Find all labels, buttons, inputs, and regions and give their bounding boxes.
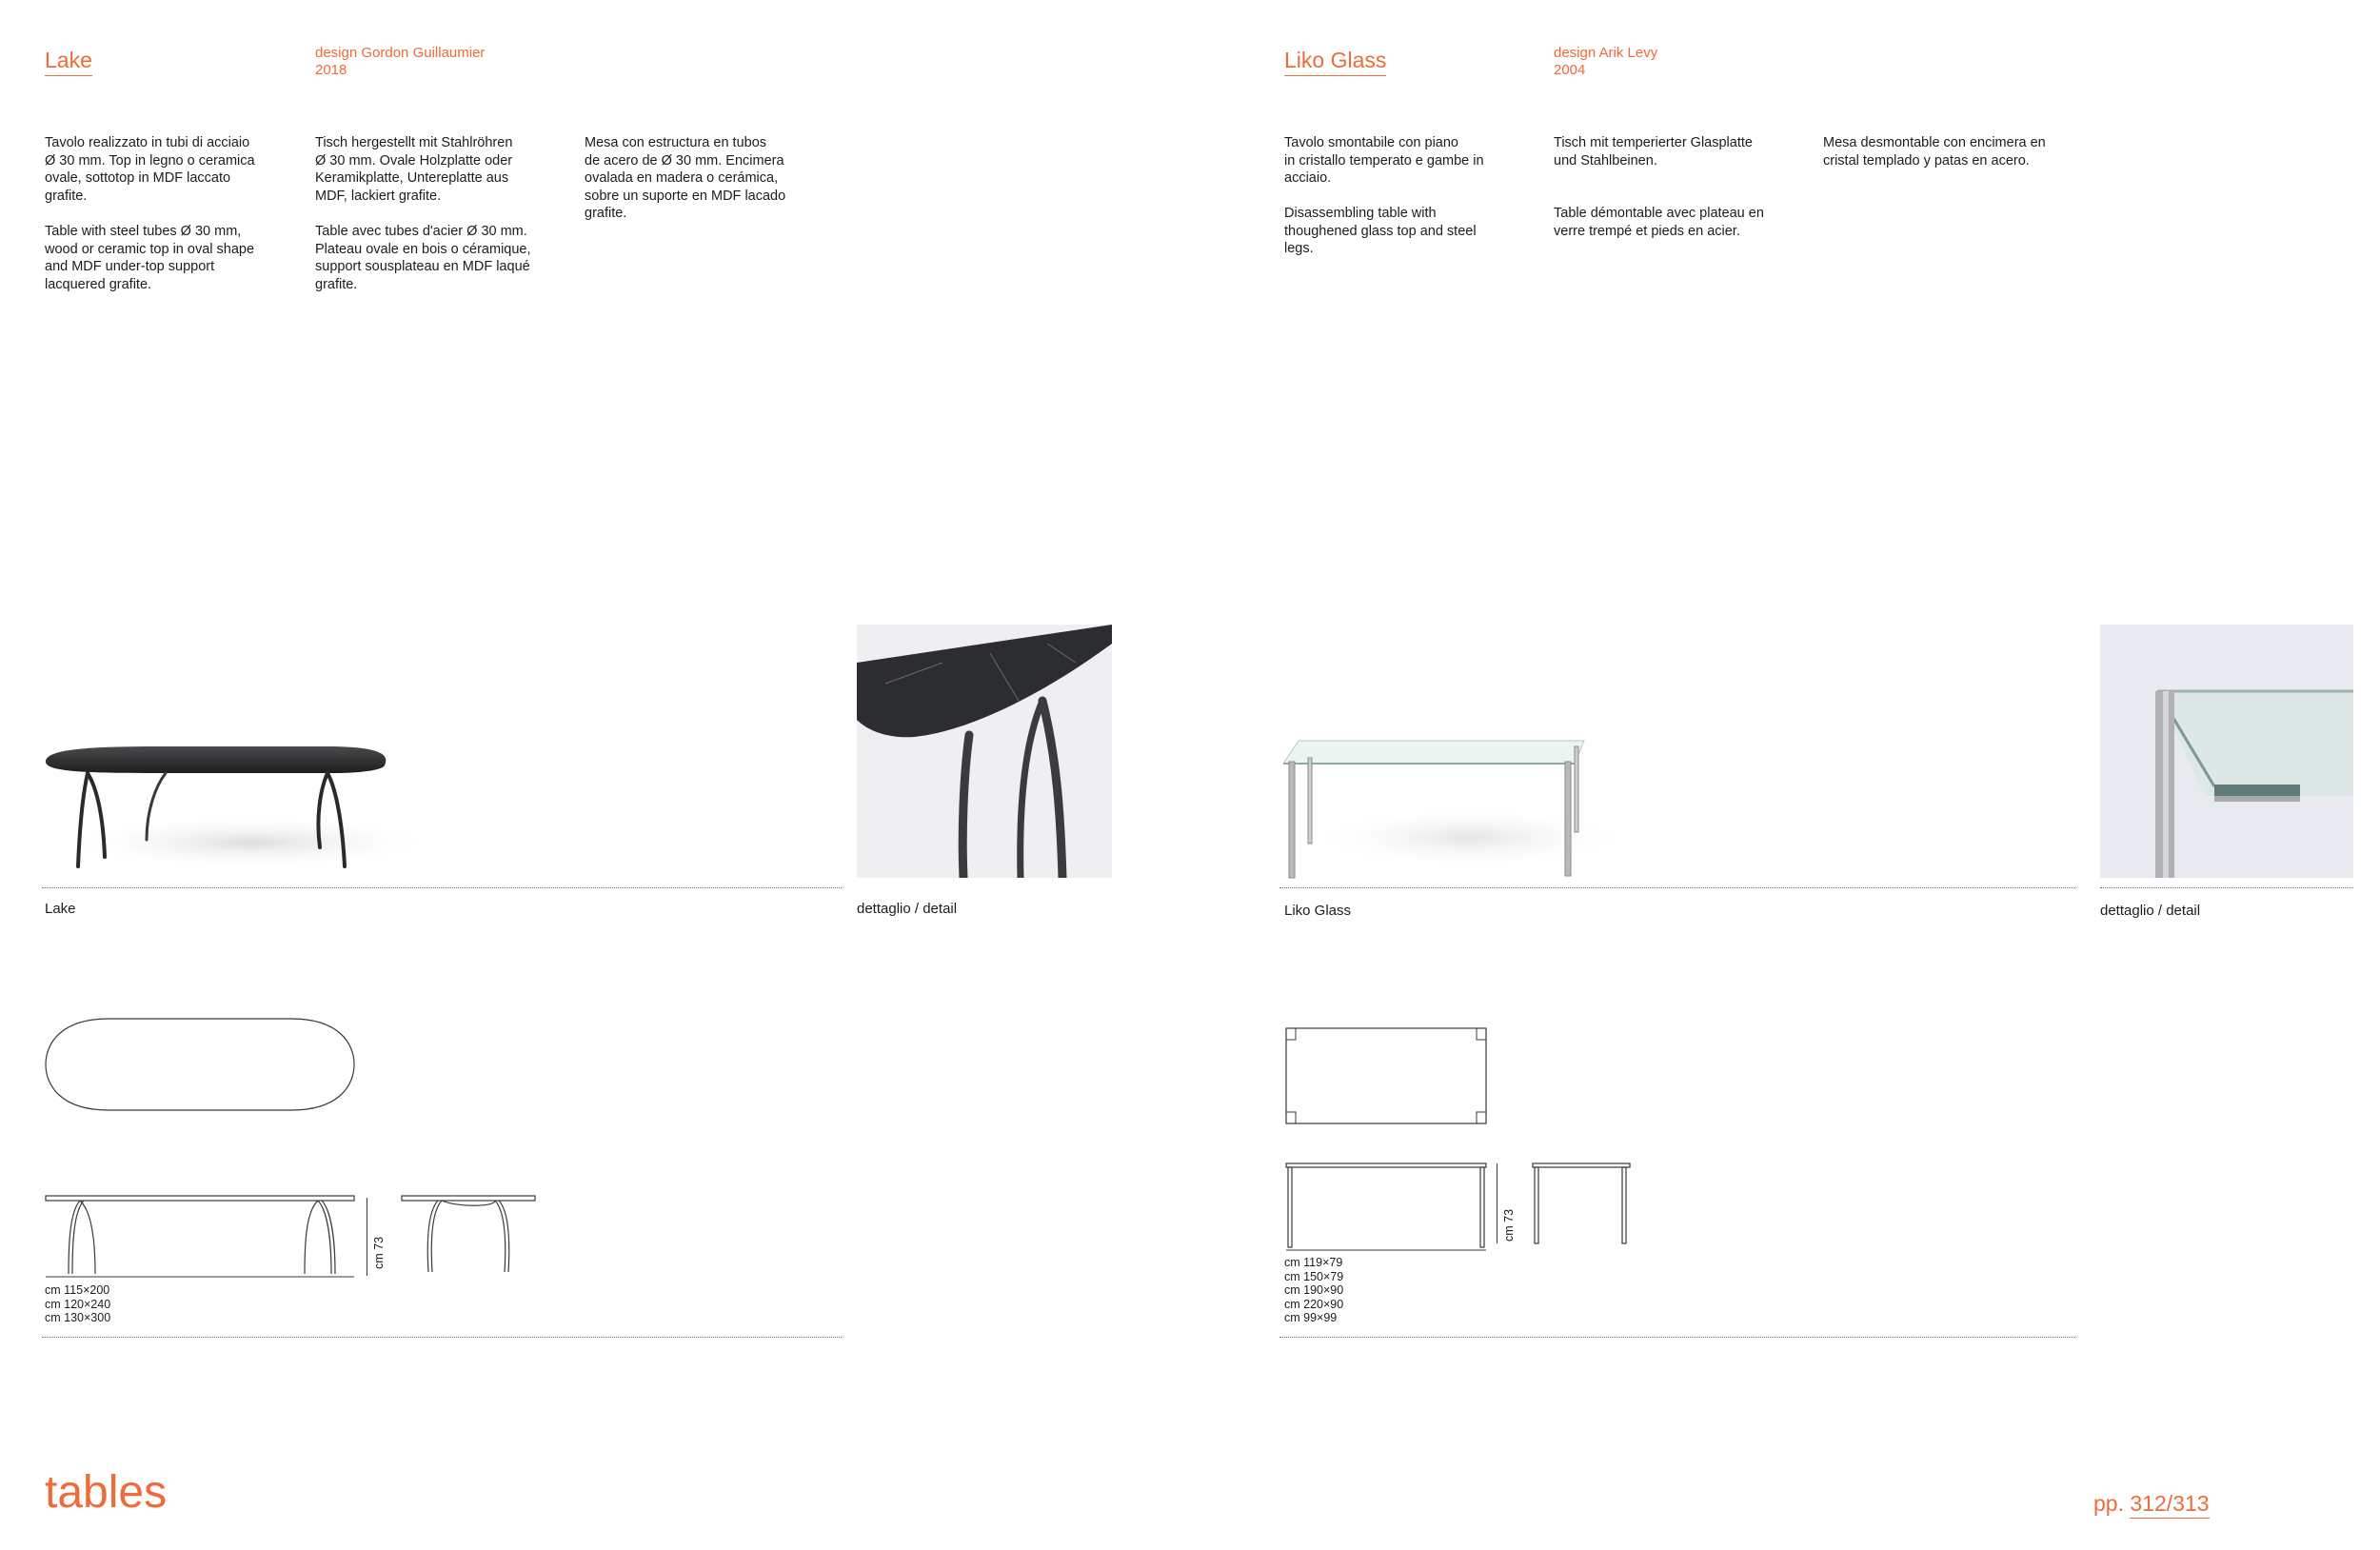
liko-designer: design Arik Levy 2004 xyxy=(1554,45,1658,78)
liko-caption: Liko Glass xyxy=(1284,903,1352,919)
lake-size-3: cm 130×300 xyxy=(45,1311,111,1324)
liko-desc-en: Disassembling table with thoughened glass top and steel legs. xyxy=(1284,206,1477,256)
lake-detail-caption: dettaglio / detail xyxy=(857,901,958,917)
lake-desc-es: Mesa con estructura en tubos de acero de Ø 30 mm. Encimera ovalada en madera o cerámica, sobre un suporte en MDF lacado grafite. xyxy=(585,135,786,221)
page-range: 312/313 xyxy=(2130,1491,2209,1519)
liko-size-2: cm 150×79 xyxy=(1284,1269,1344,1283)
section-title: tables xyxy=(45,1467,168,1518)
liko-size-5: cm 99×99 xyxy=(1284,1311,1338,1324)
lake-designer: design Gordon Guillaumier 2018 xyxy=(315,45,486,78)
lake-bottom-divider xyxy=(42,1337,842,1338)
lake-front-view-drawing xyxy=(42,1192,358,1278)
lake-sizes xyxy=(45,1283,110,1325)
liko-desc-de: Tisch mit temperierter Glasplatte und Stahlbeinen. xyxy=(1554,135,1753,169)
page-numbers xyxy=(2093,1490,2210,1517)
liko-desc-es: Mesa desmontable con encimera en cristal templado y patas en acero. xyxy=(1823,135,2046,169)
lake-height-label: cm 73 xyxy=(372,1236,386,1269)
liko-title: Liko Glass xyxy=(1284,47,1386,76)
liko-front-view-drawing xyxy=(1284,1162,1490,1251)
lake-caption: Lake xyxy=(45,901,76,917)
liko-sizes xyxy=(1284,1256,1343,1325)
liko-product-image xyxy=(1279,733,1632,885)
lake-desc-it: Tavolo realizzato in tubi di acciaio Ø 30 mm. Top in legno o ceramica ovale, sottotop in MDF laccato grafite. xyxy=(45,135,255,204)
liko-height-label: cm 73 xyxy=(1502,1208,1516,1242)
liko-side-view-drawing xyxy=(1531,1162,1632,1245)
lake-size-1: cm 115×200 xyxy=(45,1283,110,1297)
lake-product-image xyxy=(42,733,442,885)
liko-desc-fr: Table démontable avec plateau en verre trempé et pieds en acier. xyxy=(1554,206,1764,239)
liko-divider xyxy=(1279,887,2075,888)
liko-detail-caption: dettaglio / detail xyxy=(2100,903,2201,919)
lake-side-view-drawing xyxy=(400,1192,537,1274)
liko-size-4: cm 220×90 xyxy=(1284,1297,1344,1311)
lake-top-view-drawing xyxy=(42,1017,358,1112)
lake-size-2: cm 120×240 xyxy=(45,1297,111,1311)
lake-desc-de: Tisch hergestellt mit Stahlröhren Ø 30 mm. Ovale Holzplatte oder Keramikplatte, Untereplatte aus MDF, lackiert grafite. xyxy=(315,135,513,204)
liko-size-3: cm 190×90 xyxy=(1284,1283,1344,1297)
liko-size-1: cm 119×79 xyxy=(1284,1256,1343,1269)
lake-detail-image xyxy=(857,625,1112,878)
liko-detail-image xyxy=(2100,625,2353,878)
liko-detail-divider xyxy=(2100,887,2353,888)
liko-bottom-divider xyxy=(1279,1337,2075,1338)
lake-desc-fr: Table avec tubes d'acier Ø 30 mm. Plateau ovale en bois o céramique, support sousplateau en MDF laqué grafite. xyxy=(315,224,531,292)
page-prefix: pp. xyxy=(2093,1491,2124,1516)
lake-divider xyxy=(42,887,842,888)
liko-top-view-drawing xyxy=(1284,1026,1490,1125)
lake-desc-en: Table with steel tubes Ø 30 mm, wood or ceramic top in oval shape and MDF under-top support lacquered grafite. xyxy=(45,224,255,292)
liko-desc-it: Tavolo smontabile con piano in cristallo temperato e gambe in acciaio. xyxy=(1284,135,1484,186)
lake-title: Lake xyxy=(45,47,92,76)
